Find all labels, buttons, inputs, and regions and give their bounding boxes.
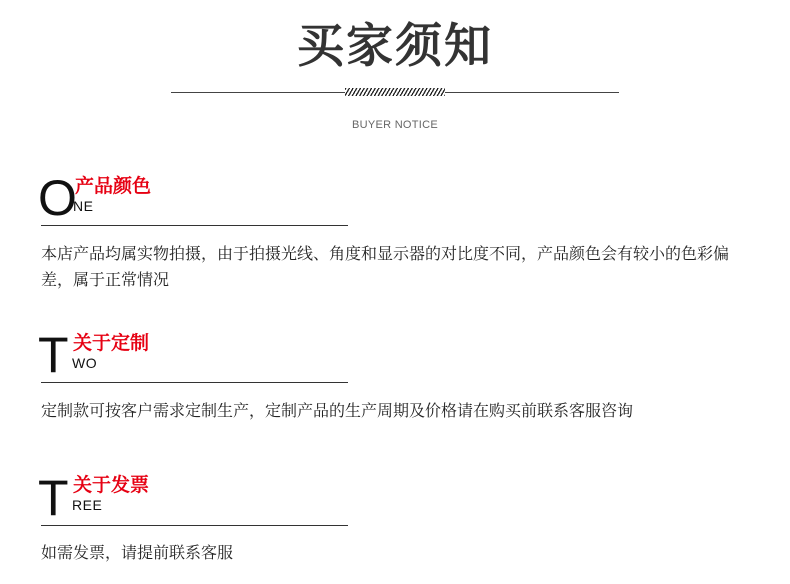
section-divider: [41, 525, 348, 526]
title-divider-hatch: [345, 88, 445, 96]
section-number-letter: O: [38, 170, 77, 226]
page-title: 买家须知: [297, 19, 493, 74]
section-number-suffix: NE: [73, 198, 94, 214]
section-number-letter: T: [38, 327, 69, 383]
section-invoice: [38, 470, 761, 570]
page-subtitle: BUYER NOTICE: [351, 119, 439, 131]
section-customization: [38, 327, 761, 427]
section-product-color: [38, 170, 761, 295]
section-number-suffix: REE: [72, 497, 103, 513]
section-heading: 关于发票: [73, 474, 150, 496]
section-body: 本店产品均属实物拍摄，由于拍摄光线、角度和显示器的对比度不同，产品颜色会有较小的色彩偏差，属于正常情况: [41, 244, 730, 289]
section-heading: 产品颜色: [75, 175, 152, 197]
section-divider: [41, 225, 348, 226]
section-body: 如需发票，请提前联系客服: [41, 543, 234, 562]
section-body: 定制款可按客户需求定制生产，定制产品的生产周期及价格请在购买前联系客服咨询: [41, 401, 634, 420]
section-divider: [41, 382, 348, 383]
section-number-letter: T: [38, 470, 69, 526]
section-number-suffix: WO: [72, 355, 98, 371]
section-heading: 关于定制: [73, 332, 150, 354]
